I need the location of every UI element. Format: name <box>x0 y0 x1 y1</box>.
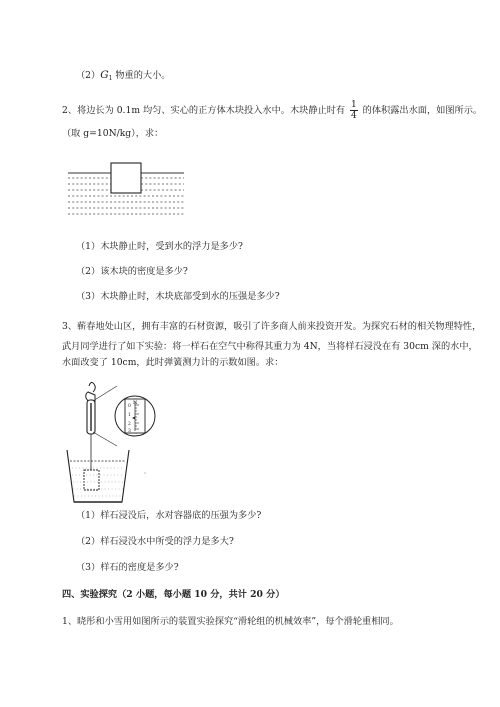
scale-unit: N <box>133 400 138 406</box>
q3-item-2: （2）样石浸没水中所受的浮力是多大? <box>76 536 234 547</box>
variable-subscript: 1 <box>108 75 113 82</box>
q3-item-1: （1）样石浸没后，水对容器底的压强为多少? <box>76 510 262 521</box>
section-4-q1: 1、晓彤和小雪用如图所示的装置实验探究“滑轮组的机械效率”，每个滑轮重相同。 <box>62 616 399 627</box>
q3-item-3: （3）样石的密度是多少? <box>76 562 179 573</box>
fraction-numerator: 1 <box>351 100 357 110</box>
scale-tick-0: 0 <box>128 404 131 409</box>
scale-tick-3: 3 <box>128 429 131 434</box>
item-number: （2） <box>76 70 101 81</box>
q1-item-2 <box>76 69 171 85</box>
wood-block-figure <box>66 156 186 228</box>
q2-text-b: 的体积露出水面，如图所示。 <box>359 105 483 116</box>
stone-sample <box>84 470 99 490</box>
q3-line-1: 3、蕲春地处山区，拥有丰富的石材资源，吸引了许多商人前来投资开发。为探究石材的相关物理特性， <box>62 321 482 332</box>
spring-scale-figure <box>62 378 157 506</box>
q2-item-1: （1）木块静止时，受到水的浮力是多少? <box>76 241 243 252</box>
q2-line-1 <box>62 100 482 121</box>
fraction <box>350 100 358 121</box>
q2-text-a: 2、将边长为 0.1m 均匀、实心的正方体木块投入水中。木块静止时有 <box>62 105 348 116</box>
scale-tick-2: 2 <box>128 422 131 427</box>
q3-line-2: 武月同学进行了如下实验：将一样石在空气中称得其重力为 4N，当将样石浸没在有 30cm 深的水中， <box>62 341 478 352</box>
scale-tick-1: 1 <box>128 413 131 418</box>
wood-block <box>111 163 141 193</box>
q2-item-2: （2）该木块的密度是多少? <box>76 266 188 277</box>
item-text: 物重的大小。 <box>112 70 171 81</box>
q2-line-2: （取 g=10N/kg），求： <box>62 128 164 139</box>
fraction-denominator: 4 <box>351 111 357 121</box>
q2-item-3: （3）木块静止时，木块底部受到水的压强是多少? <box>76 291 280 302</box>
q3-line-3: 水面改变了 10cm，此时弹簧测力计的示数如图。求： <box>62 357 284 368</box>
variable-g: G <box>100 69 109 81</box>
section-4-heading: 四、实验探究（2 小题，每小题 10 分，共计 20 分） <box>62 589 285 600</box>
